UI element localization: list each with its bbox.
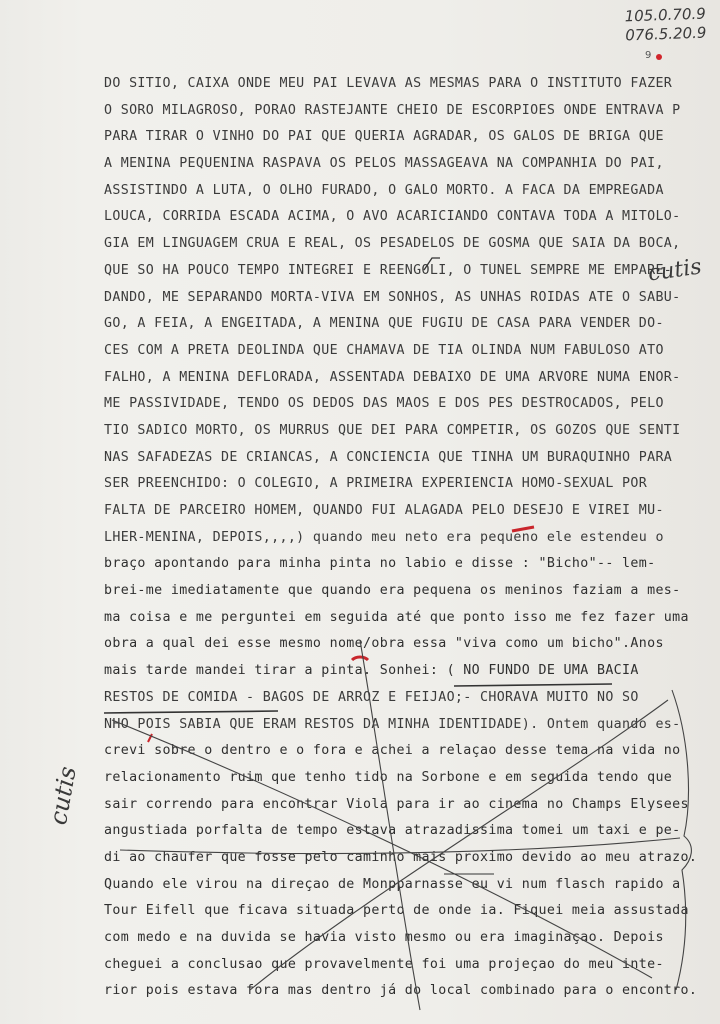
text-line: angustiada porfalta de tempo estava atrazadissima tomei um taxi e pe- <box>104 823 681 839</box>
text-line: rior pois estava fora mas dentro já do local combinado para o encontro. <box>104 983 698 999</box>
text-line: DANDO, ME SEPARANDO MORTA-VIVA EM SONHOS, AS UNHAS ROIDAS ATE O SABU- <box>104 289 681 305</box>
archive-reference-annotation <box>624 5 706 46</box>
text-line: LHER-MENINA, DEPOIS,,,,) quando meu neto era pequeno ele estendeu o <box>104 529 664 545</box>
page-number: 9 <box>645 50 652 61</box>
text-line: ma coisa e me perguntei em seguida até que ponto isso me fez fazer uma <box>104 609 689 625</box>
text-line: SER PREENCHIDO: O COLEGIO, A PRIMEIRA EXPERIENCIA HOMO-SEXUAL POR <box>104 476 648 492</box>
text-line: Quando ele virou na direçao de Monpparnasse eu vi num flasch rapido a <box>104 876 681 892</box>
text-line: TIO SADICO MORTO, OS MURRUS QUE DEI PARA COMPETIR, OS GOZOS QUE SENTI <box>104 422 681 438</box>
text-line: FALTA DE PARCEIRO HOMEM, QUANDO FUI ALAGADA PELO DESEJO E VIREI MU- <box>104 503 664 518</box>
text-line: crevi sobre o dentro e o fora e achei a relaçao desse tema na vida no <box>104 743 681 759</box>
archive-reference-line-1: 105.0.70.9 <box>624 4 706 26</box>
text-line: PARA TIRAR O VINHO DO PAI QUE QUERIA AGRADAR, OS GALOS DE BRIGA QUE <box>104 129 664 145</box>
red-marker-dot <box>656 54 662 60</box>
text-line: NHO POIS SABIA QUE ERAM RESTOS DA MINHA IDENTIDADE). Ontem quando es- <box>104 716 681 732</box>
left-margin-note: cutis <box>44 764 82 827</box>
text-line: FALHO, A MENINA DEFLORADA, ASSENTADA DEBAIXO DE UMA ARVORE NUMA ENOR- <box>104 369 681 385</box>
text-line: NAS SAFADEZAS DE CRIANCAS, A CONCIENCIA QUE TINHA UM BURAQUINHO PARA <box>104 449 673 465</box>
text-line: DO SITIO, CAIXA ONDE MEU PAI LEVAVA AS MESMAS PARA O INSTITUTO FAZER <box>104 76 673 91</box>
text-line: di ao chaufer que fosse pelo caminho mais proximo devido ao meu atrazo. <box>104 849 698 865</box>
text-line: relacionamento ruim que tenho tido na Sorbone e em seguida tendo que <box>104 769 673 785</box>
text-line: obra a qual dei esse mesmo nome/obra essa "viva como um bicho".Anos <box>104 636 664 652</box>
text-line: GO, A FEIA, A ENGEITADA, A MENINA QUE FUGIU DE CASA PARA VENDER DO- <box>104 316 664 332</box>
text-line: Tour Eifell que ficava situada perto de onde ia. Fiquei meia assustada <box>104 903 689 919</box>
text-line: RESTOS DE COMIDA - BAGOS DE ARROZ E FEIJAO;- CHORAVA MUITO NO SO <box>104 689 639 705</box>
text-line: QUE SO HA POUCO TEMPO INTEGREI E REENGOLI, O TUNEL SEMPRE ME EMPARE- <box>104 262 673 278</box>
text-line: GIA EM LINGUAGEM CRUA E REAL, OS PESADELOS DE GOSMA QUE SAIA DA BOCA, <box>104 236 681 252</box>
right-bracket <box>672 690 691 990</box>
text-line: O SORO MILAGROSO, PORAO RASTEJANTE CHEIO DE ESCORPIOES ONDE ENTRAVA P <box>104 102 681 118</box>
text-line: A MENINA PEQUENINA RASPAVA OS PELOS MASSAGEAVA NA COMPANHIA DO PAI, <box>104 156 664 172</box>
text-line: mais tarde mandei tirar a pinta. Sonhei: ( NO FUNDO DE UMA BACIA <box>104 663 639 679</box>
text-line: CES COM A PRETA DEOLINDA QUE CHAMAVA DE TIA OLINDA NUM FABULOSO ATO <box>104 342 664 358</box>
text-line: cheguei a conclusao que provavelmente foi uma projeçao do meu inte- <box>104 956 664 972</box>
text-line: ME PASSIVIDADE, TENDO OS DEDOS DAS MAOS E DOS PES DESTROCADOS, PELO <box>104 396 664 412</box>
text-line: sair correndo para encontrar Viola para ir ao cinema no Champs Elysees <box>104 796 689 812</box>
text-line: ASSISTINDO A LUTA, O OLHO FURADO, O GALO MORTO. A FACA DA EMPREGADA <box>104 182 664 198</box>
text-line: com medo e na duvida se havia visto mesmo ou era imaginaçao. Depois <box>104 930 664 945</box>
text-line: LOUCA, CORRIDA ESCADA ACIMA, O AVO ACARICIANDO CONTAVA TODA A MITOLO- <box>104 209 681 225</box>
archive-reference-line-2: 076.5.20.9 <box>624 23 707 45</box>
right-margin-note: cutis <box>646 254 704 287</box>
text-line: braço apontando para minha pinta no labio e disse : "Bicho"-- lem- <box>104 556 656 572</box>
text-line: brei-me imediatamente que quando era pequena os meninos faziam a mes- <box>104 583 681 599</box>
